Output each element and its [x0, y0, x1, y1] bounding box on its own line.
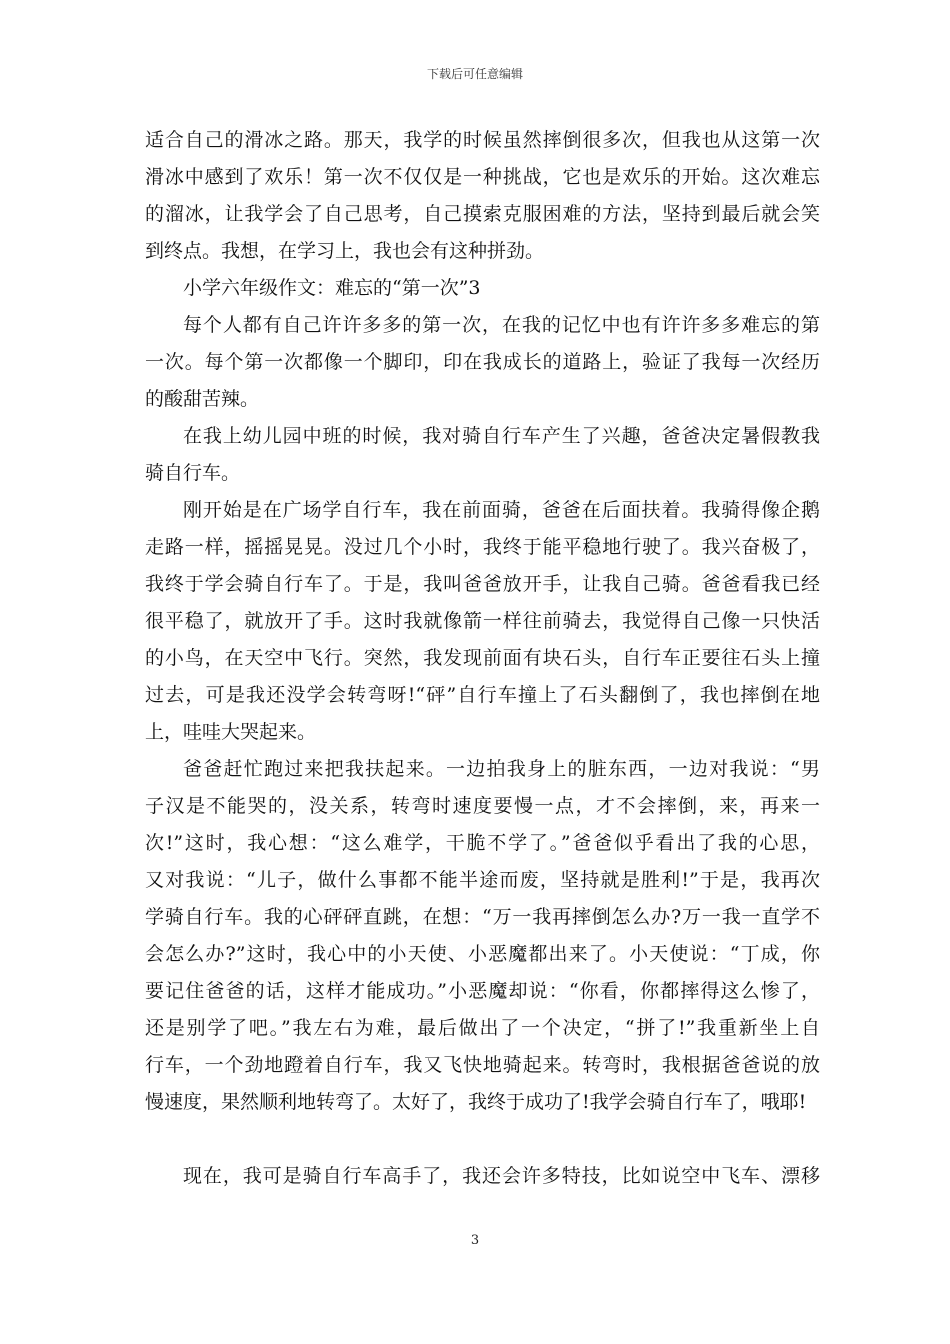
- text-line: 慢速度，果然顺利地转弯了。太好了，我终于成功了!我学会骑自行车了，哦耶!: [145, 1091, 807, 1113]
- text-line: 次!”这时，我心想：“这么难学，干脆不学了。”爸爸似乎看出了我的心思，: [145, 832, 820, 854]
- text-line: 走路一样，摇摇晃晃。没过几个小时，我终于能平稳地行驶了。我兴奋极了，: [145, 536, 820, 558]
- text-line: 还是别学了吧。”我左右为难，最后做出了一个决定，“拼了!”我重新坐上自: [145, 1017, 820, 1039]
- text-line: 刚开始是在广场学自行车，我在前面骑，爸爸在后面扶着。我骑得像企鹅: [183, 499, 820, 521]
- text-line: 爸爸赶忙跑过来把我扶起来。一边拍我身上的脏东西，一边对我说：“男: [183, 758, 820, 780]
- blank-line: [145, 1121, 820, 1158]
- paragraph: [145, 751, 820, 1121]
- paragraph: [145, 418, 820, 492]
- text-line: 骑自行车。: [145, 462, 241, 484]
- text-line: 会怎么办?”这时，我心中的小天使、小恶魔都出来了。小天使说：“丁成，你: [145, 943, 820, 965]
- paragraph-continuation: [145, 122, 820, 270]
- paragraph: [145, 1158, 820, 1195]
- text-line: 又对我说：“儿子，做什么事都不能半途而废，坚持就是胜利!”于是，我再次: [145, 869, 820, 891]
- text-line: 的溜冰，让我学会了自己思考，自己摸索克服困难的方法，坚持到最后就会笑: [145, 203, 820, 225]
- text-line: 滑冰中感到了欢乐！第一次不仅仅是一种挑战，它也是欢乐的开始。这次难忘: [145, 166, 820, 188]
- text-line: 现在，我可是骑自行车高手了，我还会许多特技，比如说空中飞车、漂移: [183, 1165, 820, 1187]
- paragraph: [145, 307, 820, 418]
- text-line: 行车，一个劲地蹬着自行车，我又飞快地骑起来。转弯时，我根据爸爸说的放: [145, 1054, 820, 1076]
- text-line: 的酸甜苦辣。: [145, 388, 260, 410]
- text-line: 适合自己的滑冰之路。那天，我学的时候虽然摔倒很多次，但我也从这第一次: [145, 129, 820, 151]
- text-line: 每个人都有自己许许多多的第一次，在我的记忆中也有许许多多难忘的第: [183, 314, 820, 336]
- text-line: 上，哇哇大哭起来。: [145, 721, 317, 743]
- text-line: 很平稳了，就放开了手。这时我就像箭一样往前骑去，我觉得自己像一只快活: [145, 610, 820, 632]
- text-line: 学骑自行车。我的心砰砰直跳，在想：“万一我再摔倒怎么办?万一我一直学不: [145, 906, 820, 928]
- essay-title-text: 小学六年级作文：难忘的“第一次”3: [183, 277, 481, 299]
- page-number: 3: [470, 1233, 480, 1248]
- text-line: 一次。每个第一次都像一个脚印，印在我成长的道路上，验证了我每一次经历: [145, 351, 820, 373]
- text-line: 到终点。我想，在学习上，我也会有这种拼劲。: [145, 240, 545, 262]
- paragraph: [145, 492, 820, 751]
- document-body: [145, 122, 820, 1195]
- text-line: 的小鸟，在天空中飞行。突然，我发现前面有块石头，自行车正要往石头上撞: [145, 647, 820, 669]
- text-line: 在我上幼儿园中班的时候，我对骑自行车产生了兴趣，爸爸决定暑假教我: [183, 425, 820, 447]
- text-line: 我终于学会骑自行车了。于是，我叫爸爸放开手，让我自己骑。爸爸看我已经: [145, 573, 820, 595]
- text-line: 过去，可是我还没学会转弯呀!“砰”自行车撞上了石头翻倒了，我也摔倒在地: [145, 684, 820, 706]
- text-line: 要记住爸爸的话，这样才能成功。”小恶魔却说：“你看，你都摔得这么惨了，: [145, 980, 820, 1002]
- text-line: 子汉是不能哭的，没关系，转弯时速度要慢一点，才不会摔倒，来，再来一: [145, 795, 820, 817]
- essay-title: [145, 270, 820, 307]
- page-header: 下载后可任意编辑: [426, 67, 523, 81]
